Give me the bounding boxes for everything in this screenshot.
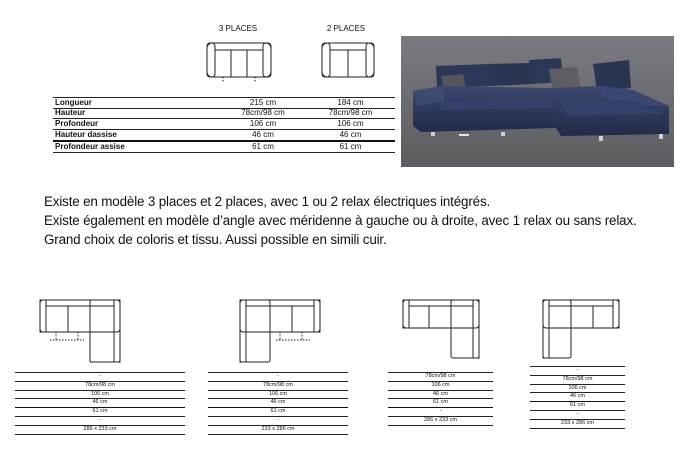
- sofa-illustration: [401, 36, 674, 167]
- diagram-3-places: [205, 41, 275, 81]
- sofa-photo: [401, 36, 674, 167]
- corner-diagram-2: [240, 300, 330, 370]
- spec-row-profondeur-assise: Profondeur assise 61 cm 61 cm: [53, 142, 395, 153]
- spec-row-hauteur: Hauteur 78cm/98 cm 78cm/98 cm: [53, 108, 395, 119]
- corner-spec-table-4: - 78cm/98 cm 106 cm 46 cm 61 cm - 233 x 286 cm: [530, 366, 625, 429]
- corner-spec-table-3: 78cm/98 cm 106 cm 46 cm 61 cm - 286 x 233 cm: [388, 372, 493, 426]
- diagram-2-places: [320, 41, 380, 81]
- corner-diagram-3: [403, 300, 493, 370]
- corner-diagram-4: [543, 300, 633, 370]
- spec-row-profondeur: Profondeur 106 cm 106 cm: [53, 119, 395, 130]
- spec-row-hauteur-assise: Hauteur dassise 46 cm 46 cm: [53, 130, 395, 142]
- corner-diagram-1: [40, 300, 130, 370]
- description-line-2: Existe également en modèle d’angle avec méridenne à gauche ou à droite, avec 1 relax ou sans relax.: [44, 213, 637, 228]
- description-line-1: Existe en modèle 3 places et 2 places, avec 1 ou 2 relax électriques intégrés.: [44, 194, 491, 209]
- spec-row-longueur: Longueur 215 cm 184 cm: [53, 97, 395, 109]
- description-line-3: Grand choix de coloris et tissu. Aussi possible en simili cuir.: [44, 232, 387, 247]
- model-title-2-places: 2 PLACES: [326, 24, 366, 33]
- model-title-3-places: 3 PLACES: [218, 24, 258, 33]
- corner-spec-table-2: - 78cm/98 cm 106 cm 46 cm 61 cm - 233 x 286 cm: [208, 372, 348, 435]
- corner-spec-table-1: - 78cm/98 cm 106 cm 46 cm 61 cm - 286 x 233 cm: [15, 372, 185, 435]
